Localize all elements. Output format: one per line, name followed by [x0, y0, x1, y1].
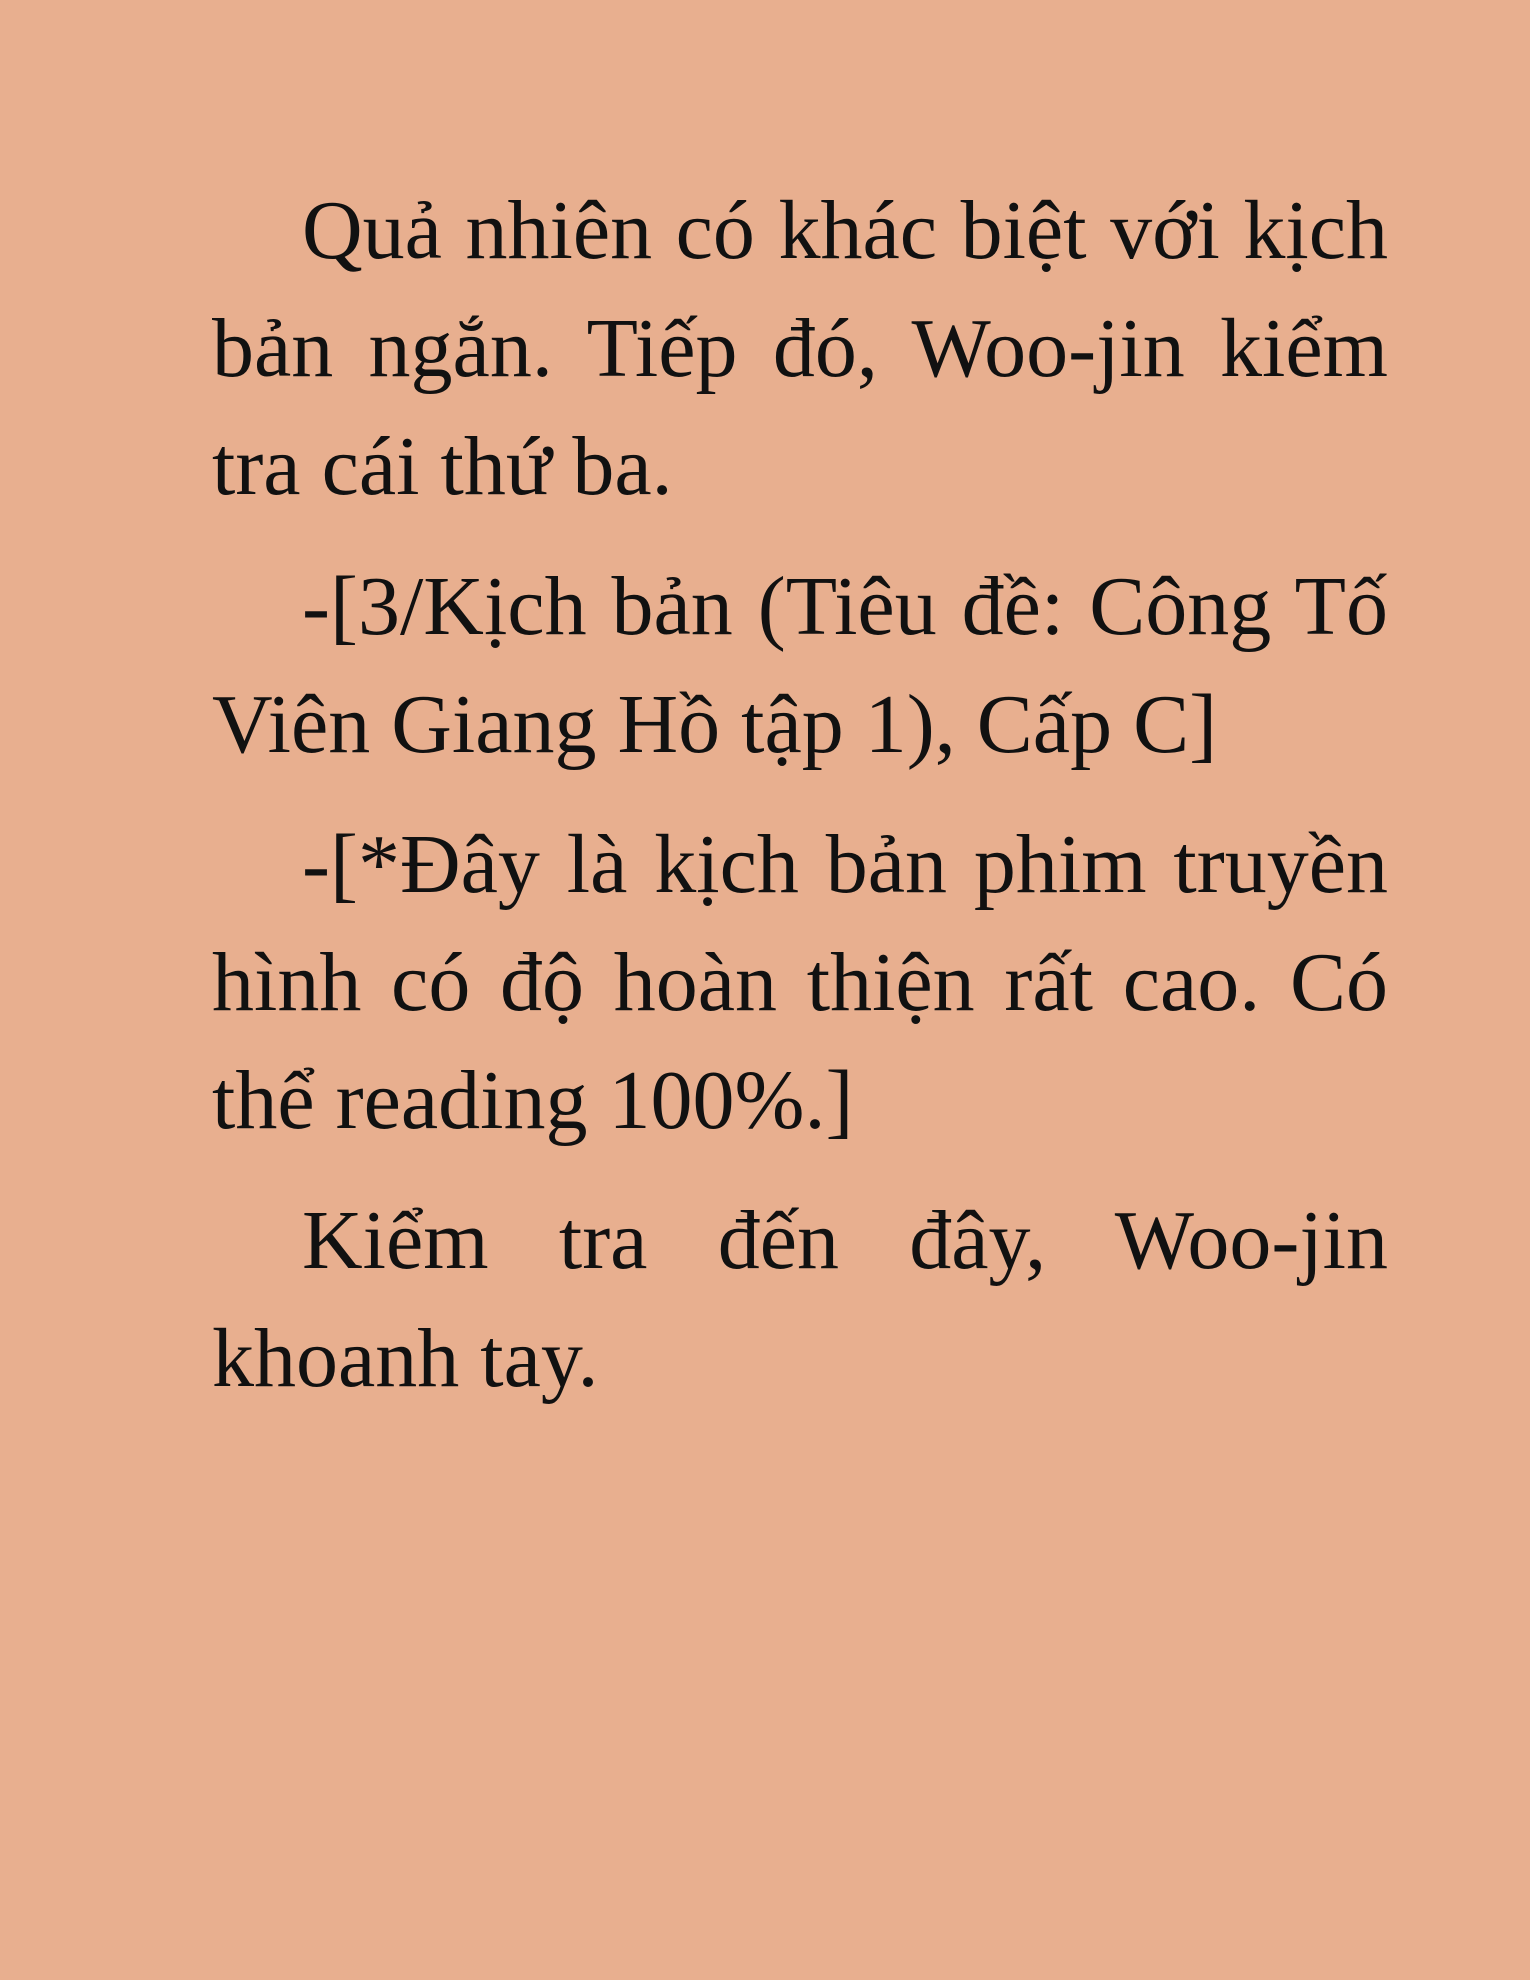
paragraph-3: -[*Đây là kịch bản phim truyền hình có độ hoàn thiện rất cao. Có thể reading 100%.] — [212, 818, 1388, 1147]
paragraph-4: Kiểm tra đến đây, Woo-jin khoanh tay. — [212, 1194, 1388, 1405]
paragraph-2: -[3/Kịch bản (Tiêu đề: Công Tố Viên Giang Hồ tập 1), Cấp C] — [212, 560, 1388, 771]
paragraph-1: Quả nhiên có khác biệt với kịch bản ngắn. Tiếp đó, Woo-jin kiểm tra cái thứ ba. — [212, 184, 1388, 513]
